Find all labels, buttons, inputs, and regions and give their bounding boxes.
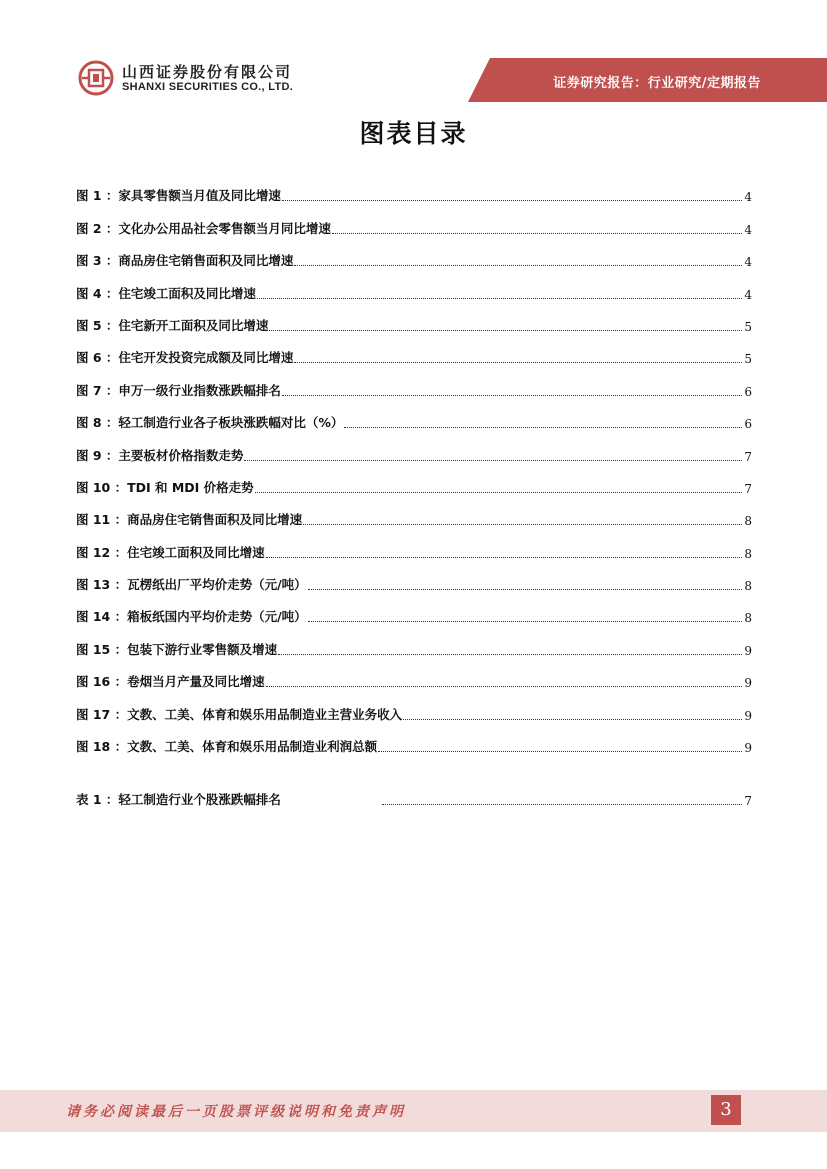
toc-entry[interactable] (76, 593, 752, 625)
toc-entry-label: 图 9 ：主要板材价格指数走势 (76, 447, 244, 463)
company-name-cn: 山西证券股份有限公司 (122, 62, 293, 81)
toc-leader-dots (378, 741, 742, 752)
figure-list (76, 172, 752, 755)
page-title: 图表目录 (359, 119, 468, 148)
toc-entry-page: 5 (744, 352, 752, 367)
toc-entry-label: 图 2 ：文化办公用品社会零售额当月同比增速 (76, 220, 331, 236)
toc-entry-label: 图 10 ：TDI 和 MDI 价格走势 (76, 479, 254, 495)
toc-entry[interactable] (76, 269, 752, 301)
toc-entry-label: 图 17 ：文教、工美、体育和娱乐用品制造业主营业务收入 (76, 706, 403, 722)
toc-leader-dots (266, 547, 742, 558)
toc-leader-dots (266, 676, 742, 687)
toc-leader-dots (344, 417, 742, 428)
toc-leader-dots (382, 794, 742, 805)
toc-entry-label: 图 15 ：包装下游行业零售额及增速 (76, 641, 278, 657)
toc-entry[interactable] (76, 431, 752, 463)
toc-entry[interactable] (76, 561, 752, 593)
toc-leader-dots (244, 450, 742, 461)
page-footer (0, 1090, 827, 1132)
toc-entry-page: 8 (744, 611, 752, 626)
company-logo (78, 60, 293, 96)
toc-entry-label: 图 16 ：卷烟当月产量及同比增速 (76, 674, 265, 690)
toc-leader-dots (308, 579, 742, 590)
toc-entry-page: 4 (744, 287, 752, 302)
page-header (0, 0, 827, 112)
toc-entry[interactable] (76, 723, 752, 755)
page-number: 3 (711, 1095, 741, 1125)
disclaimer-text: 请务必阅读最后一页股票评级说明和免责声明 (66, 1104, 406, 1120)
toc-entry[interactable] (76, 528, 752, 560)
toc-leader-dots (282, 385, 742, 396)
toc-entry[interactable] (76, 625, 752, 657)
toc-entry[interactable] (76, 334, 752, 366)
table-toc-entry-page: 7 (744, 794, 752, 808)
toc-entry[interactable] (76, 237, 752, 269)
toc-entry-label: 图 11 ：商品房住宅销售面积及同比增速 (76, 512, 303, 528)
table-toc-entry[interactable] (76, 778, 752, 808)
toc-entry[interactable] (76, 302, 752, 334)
table-list (76, 778, 752, 808)
toc-entry-page: 6 (744, 417, 752, 432)
toc-entry-page: 5 (744, 319, 752, 334)
toc-entry-page: 8 (744, 546, 752, 561)
toc-entry-label: 图 12 ：住宅竣工面积及同比增速 (76, 544, 265, 560)
toc-entry-page: 9 (744, 643, 752, 658)
toc-leader-dots (278, 644, 742, 655)
toc-leader-dots (282, 190, 742, 201)
toc-entry-page: 4 (744, 190, 752, 205)
toc-leader-dots (303, 514, 742, 525)
toc-entry-label: 图 1 ：家具零售额当月值及同比增速 (76, 188, 281, 204)
toc-entry[interactable] (76, 464, 752, 496)
toc-leader-dots (308, 611, 742, 622)
toc-entry-page: 7 (744, 449, 752, 464)
toc-entry-label: 图 8 ：轻工制造行业各子板块涨跌幅对比（%） (76, 415, 344, 431)
report-type-label: 证券研究报告：行业研究/定期报告 (553, 76, 761, 91)
toc-entry[interactable] (76, 496, 752, 528)
toc-entry-label: 图 4 ：住宅竣工面积及同比增速 (76, 285, 256, 301)
toc-leader-dots (332, 223, 742, 234)
toc-entry-page: 8 (744, 579, 752, 594)
toc-entry-page: 9 (744, 676, 752, 691)
company-logo-icon (78, 60, 114, 96)
toc-leader-dots (294, 255, 742, 266)
table-toc-entry-label: 表 1 ：轻工制造行业个股涨跌幅排名 (76, 792, 281, 807)
toc-entry-page: 9 (744, 708, 752, 723)
toc-entry-page: 8 (744, 514, 752, 529)
toc-entry-label: 图 6 ：住宅开发投资完成额及同比增速 (76, 350, 294, 366)
toc-entry-label: 图 13 ：瓦楞纸出厂平均价走势（元/吨） (76, 577, 307, 593)
toc-entry-label: 图 3 ：商品房住宅销售面积及同比增速 (76, 253, 294, 269)
toc-leader-dots (269, 320, 742, 331)
company-name-en: SHANXI SECURITIES CO., LTD. (122, 80, 294, 93)
toc-entry[interactable] (76, 399, 752, 431)
toc-leader-dots (257, 288, 742, 299)
toc-entry-page: 6 (744, 384, 752, 399)
toc-leader-dots (255, 482, 742, 493)
toc-leader-dots (403, 709, 742, 720)
toc-entry-page: 4 (744, 255, 752, 270)
toc-entry-label: 图 18 ：文教、工美、体育和娱乐用品制造业利润总额 (76, 739, 378, 755)
toc-entry[interactable] (76, 366, 752, 398)
toc-entry[interactable] (76, 658, 752, 690)
toc-entry[interactable] (76, 690, 752, 722)
toc-entry-label: 图 7 ：申万一级行业指数涨跌幅排名 (76, 382, 281, 398)
toc-entry-label: 图 14 ：箱板纸国内平均价走势（元/吨） (76, 609, 307, 625)
toc-entry-page: 7 (744, 481, 752, 496)
toc-entry[interactable] (76, 204, 752, 236)
toc-leader-dots (294, 352, 742, 363)
toc-entry-label: 图 5 ：住宅新开工面积及同比增速 (76, 317, 269, 333)
toc-entry[interactable] (76, 172, 752, 204)
toc-entry-page: 9 (744, 741, 752, 756)
toc-entry-page: 4 (744, 222, 752, 237)
